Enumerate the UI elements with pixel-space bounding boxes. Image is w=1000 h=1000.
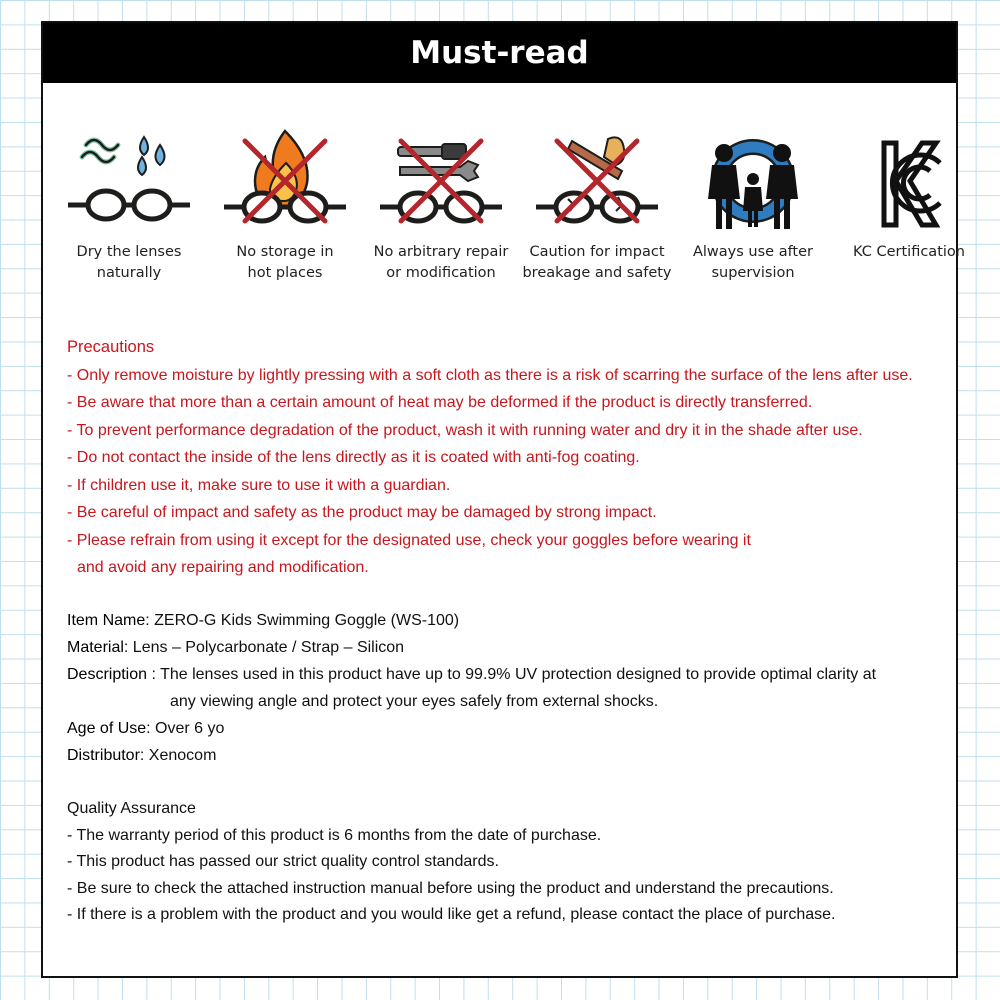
material-value: Lens – Polycarbonate / Strap – Silicon xyxy=(132,639,405,656)
precaution-item: - Be aware that more than a certain amount of heat may be deformed if the product is directly transferred. xyxy=(67,394,813,411)
material-label: Material xyxy=(67,639,124,656)
icon-item-no-repair xyxy=(361,123,521,284)
description-value: The lenses used in this product have up to 99.9% UV protection designed to provide optimal clarity at xyxy=(160,666,877,683)
distributor-value: Xenocom xyxy=(148,747,217,764)
product-info-section xyxy=(67,607,944,769)
precaution-continuation: and avoid any repairing and modification. xyxy=(77,559,369,576)
icon-item-impact xyxy=(517,123,677,284)
icon-item-dry xyxy=(49,123,209,284)
icon-item-supervision xyxy=(673,123,833,284)
icon-caption: Always use after supervision xyxy=(692,244,813,281)
item-name-label: Item Name xyxy=(67,612,146,629)
no-repair-icon xyxy=(376,123,506,233)
age-row: Age of Use: Over 6 yo xyxy=(67,720,225,737)
icon-caption: No storage in hot places xyxy=(236,244,334,281)
icon-row xyxy=(43,123,965,313)
quality-item: - Be sure to check the attached instruction manual before using the product and understand the precautions. xyxy=(67,879,834,897)
precaution-item: - Only remove moisture by lightly pressing with a soft cloth as there is a risk of scarring the surface of the lens after use. xyxy=(67,366,913,384)
precaution-item: - Be careful of impact and safety as the product may be damaged by strong impact. xyxy=(67,504,657,521)
material-row: Material: Lens – Polycarbonate / Strap – Silicon xyxy=(67,639,405,656)
icon-caption: Dry the lenses naturally xyxy=(76,244,182,281)
description-row: Description : The lenses used in this product have up to 99.9% UV protection designed to provide optimal clarity at xyxy=(67,666,877,683)
precaution-item: - Please refrain from using it except for the designated use, check your goggles before wearing it xyxy=(67,531,751,549)
description-label: Description xyxy=(67,666,148,683)
precautions-section xyxy=(67,334,944,582)
page-title: Must-read xyxy=(410,35,589,71)
quality-item: - If there is a problem with the product and you would like get a refund, please contact the place of purchase. xyxy=(67,906,836,923)
header-bar xyxy=(43,23,956,83)
quality-title: Quality Assurance xyxy=(67,800,196,817)
distributor-row: Distributor: Xenocom xyxy=(67,747,217,764)
impact-caution-icon xyxy=(532,123,662,233)
distributor-label: Distributor xyxy=(67,747,140,764)
icon-caption: Caution for impact breakage and safety xyxy=(522,244,672,281)
quality-assurance-section xyxy=(67,796,944,929)
item-name-value: ZERO-G Kids Swimming Goggle (WS-100) xyxy=(154,612,460,629)
kc-certification-icon xyxy=(844,123,974,233)
supervision-icon xyxy=(688,123,818,233)
precautions-title: Precautions xyxy=(67,338,155,356)
age-label: Age of Use xyxy=(67,720,147,737)
precaution-item: - If children use it, make sure to use it with a guardian. xyxy=(67,476,451,494)
precaution-item: - Do not contact the inside of the lens directly as it is coated with anti-fog coating. xyxy=(67,449,640,466)
must-read-card xyxy=(41,21,965,978)
description-continuation: any viewing angle and protect your eyes safely from external shocks. xyxy=(170,693,659,710)
quality-item: - This product has passed our strict quality control standards. xyxy=(67,853,499,870)
precaution-item: - To prevent performance degradation of the product, wash it with running water and dry it in the shade after use. xyxy=(67,421,863,439)
dry-lenses-icon xyxy=(64,123,194,233)
icon-item-no-heat xyxy=(205,123,365,284)
icon-item-kc xyxy=(829,123,989,263)
icon-caption: KC Certification xyxy=(853,244,965,260)
quality-item: - The warranty period of this product is 6 months from the date of purchase. xyxy=(67,826,602,844)
no-heat-icon xyxy=(220,123,350,233)
item-name-row: Item Name: ZERO-G Kids Swimming Goggle (WS-100) xyxy=(67,612,460,629)
age-value: Over 6 yo xyxy=(155,720,225,737)
icon-caption: No arbitrary repair or modification xyxy=(373,244,509,281)
